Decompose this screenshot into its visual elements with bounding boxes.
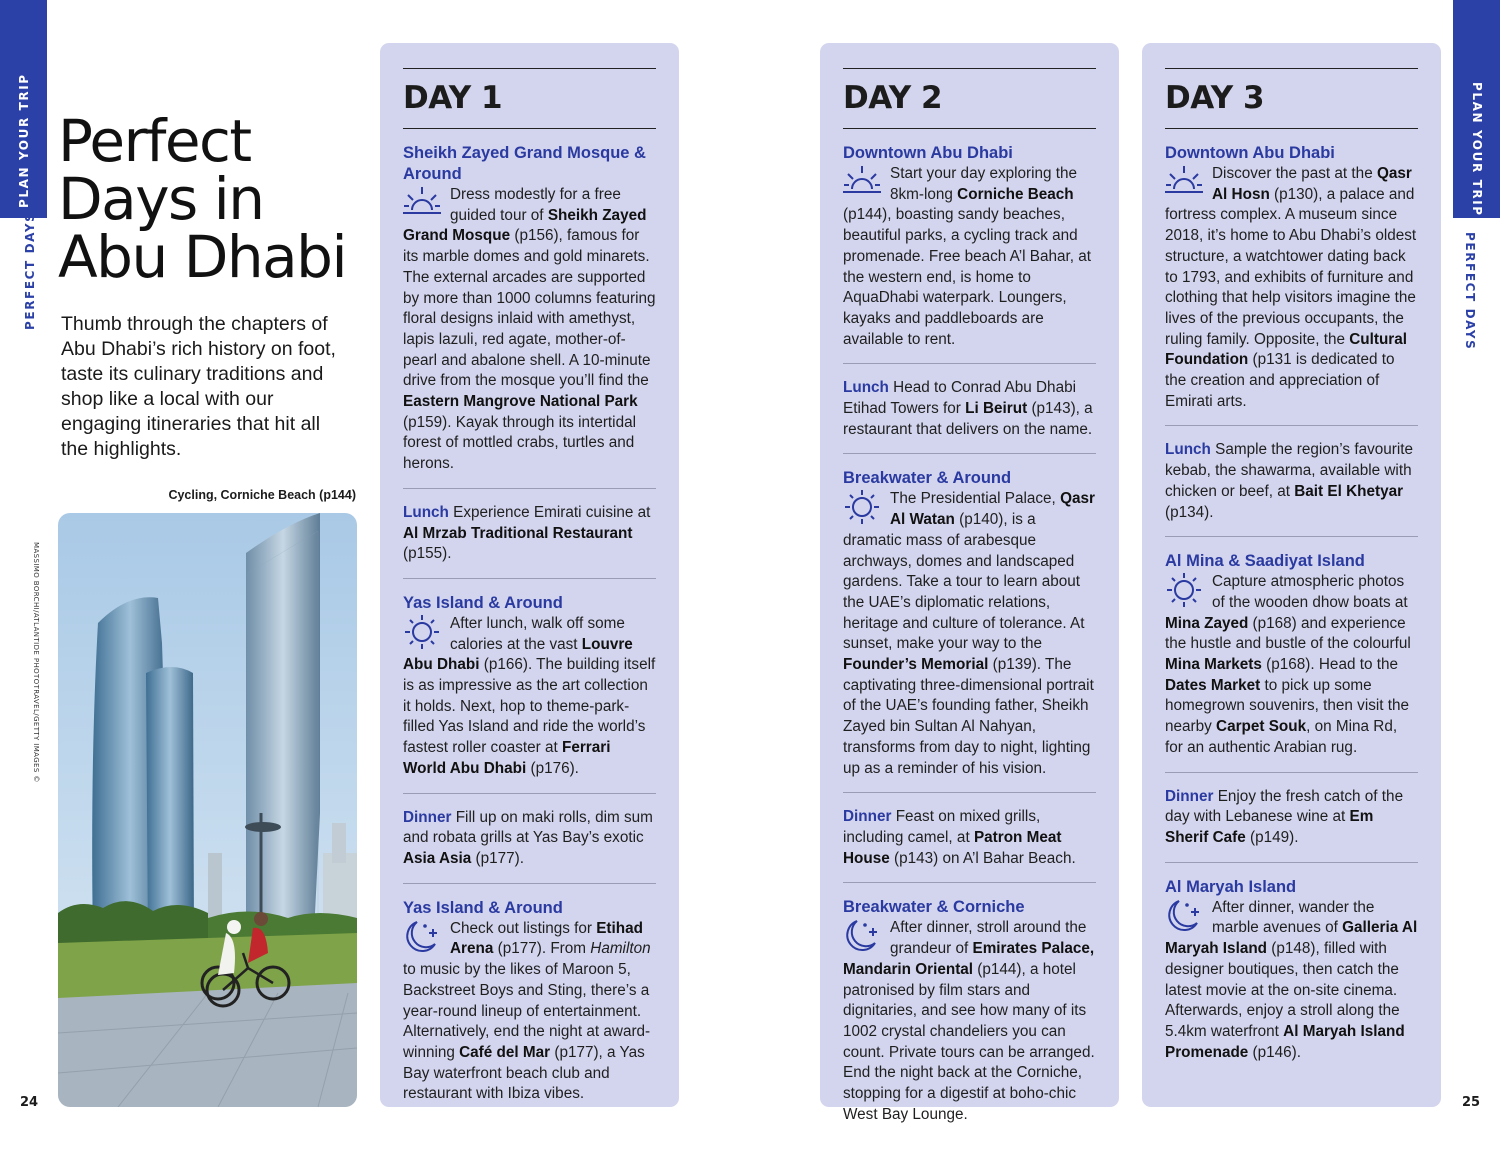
place-name: Qasr Al Watan bbox=[890, 490, 1095, 529]
day-2-evening bbox=[843, 897, 1096, 1125]
sun-icon bbox=[1165, 163, 1209, 201]
day-2-afternoon bbox=[843, 468, 1096, 779]
text: (p139). The captivating three-dimensional portrait of the UAE’s founding father, Sheikh Zayed bin Sultan Al Nahyan, transforms from day to night, lighting up as a reminder of his vision. bbox=[843, 656, 1094, 777]
text: (p148), filled with designer boutiques, then catch the latest movie at the on-site cinema. Afterwards, enjoy a stroll along the 5.4km waterfront bbox=[1165, 940, 1400, 1040]
section-heading: Downtown Abu Dhabi bbox=[843, 144, 1013, 162]
text: (p144), a hotel patronised by film stars and dignitaries, and see how many of its 1002 crystal chandeliers you can count. Private tours can be arranged. End the night back at the Corniche, stopping for a digestif at boho-chic West Bay Lounge. bbox=[843, 960, 1095, 1123]
text: (p140), is a dramatic mass of arabesque archways, domes and landscaped gardens. Take a tour to learn about the UAE’s diplomatic relations, heritage and culture of tolerance. At sunset, make your way to the bbox=[843, 511, 1085, 653]
section-heading: Yas Island & Around bbox=[403, 898, 563, 917]
divider bbox=[403, 793, 656, 794]
place-name: Café del Mar bbox=[459, 1043, 551, 1061]
text: to pick up some homegrown souvenirs, then visit the nearby bbox=[1165, 676, 1410, 736]
place-name: Etihad Arena bbox=[450, 919, 643, 958]
day-1-box bbox=[380, 43, 679, 1107]
title-line-3: Abu Dhabi bbox=[58, 223, 347, 291]
day-3-afternoon bbox=[1165, 551, 1418, 758]
day-1-morning bbox=[403, 143, 656, 475]
text: (p130), a palace and fortress complex. A museum since 2018, it’s home to Abu Dhabi’s oldest structure, a watchtower dating back to 1793, and exhibits of furniture and clothing that help visitors imagine the lives of the previous occupants, the ruling family. Opposite, the bbox=[1165, 185, 1417, 348]
day-3-content bbox=[1165, 143, 1418, 1063]
moon-icon bbox=[843, 917, 887, 955]
place-name: Bait El Khetyar bbox=[1294, 482, 1404, 500]
day-2-morning bbox=[843, 143, 1096, 350]
place-name: Li Beirut bbox=[965, 400, 1028, 418]
divider bbox=[843, 882, 1096, 883]
page-number-right: 25 bbox=[1462, 1095, 1481, 1110]
text: (p177). From bbox=[493, 940, 591, 958]
text: (p131 is dedicated to the creation and appreciation of Emirati arts. bbox=[1165, 351, 1395, 410]
day-3-box bbox=[1142, 43, 1441, 1107]
text: The Presidential Palace, bbox=[890, 490, 1061, 508]
text: Fill up on maki rolls, dim sum and robata grills at Yas Bay’s exotic bbox=[403, 808, 653, 847]
dinner-label: Dinner bbox=[403, 808, 452, 826]
sun-icon bbox=[1165, 571, 1209, 609]
section-heading: Breakwater & Corniche bbox=[843, 898, 1025, 917]
text: Head to Conrad Abu Dhabi Etihad Towers for bbox=[843, 379, 1076, 418]
right-section-label: PERFECT DAYS bbox=[1463, 232, 1477, 351]
sun-icon bbox=[403, 613, 447, 651]
sun-icon bbox=[843, 488, 887, 526]
place-name: Cultural Foundation bbox=[1165, 330, 1408, 369]
text: , on Mina Rd, for an authentic Arabian rug. bbox=[1165, 718, 1398, 756]
text: Dress modestly for a free guided tour of bbox=[450, 186, 621, 224]
divider bbox=[403, 488, 656, 489]
dinner-label: Dinner bbox=[843, 808, 892, 826]
place-name: Qasr Al Hosn bbox=[1212, 165, 1412, 203]
place-name: Dates Market bbox=[1165, 676, 1261, 694]
lunch-label: Lunch bbox=[843, 379, 889, 397]
place-name: Asia Asia bbox=[403, 849, 472, 867]
text: Sample the region’s favourite kebab, the shawarma, available with chicken or beef, at bbox=[1165, 441, 1413, 500]
text: After dinner, stroll around the grandeur of bbox=[890, 919, 1087, 958]
text: Check out listings for bbox=[450, 919, 597, 937]
place-name: Patron Meat House bbox=[843, 828, 1062, 867]
day-1-afternoon bbox=[403, 593, 656, 780]
title-line-2: Days in bbox=[58, 165, 264, 233]
page-title bbox=[58, 107, 347, 291]
day-3-dinner bbox=[1165, 787, 1418, 849]
day-1-content bbox=[403, 143, 656, 1105]
moon-icon bbox=[1165, 897, 1209, 935]
dinner-label: Dinner bbox=[1165, 787, 1214, 805]
text: (p149). bbox=[1245, 828, 1299, 846]
text: (p166). The building itself is as impressive as the art collection it holds. Next, hop to theme-park-filled Yas Island and ride the world’s fastest roller coaster at bbox=[403, 656, 656, 757]
text: (p143) on A’l Bahar Beach. bbox=[889, 849, 1076, 867]
place-name: Carpet Souk bbox=[1216, 718, 1307, 736]
day-1-lunch bbox=[403, 503, 656, 565]
text: (p134). bbox=[1165, 503, 1214, 521]
day-1-evening bbox=[403, 898, 656, 1105]
text: (p156), famous for its marble domes and gold minarets. The external arcades are supported by more than 1000 columns featuring floral designs inlaid with amethyst, lapis lazuli, red agate, mother-of-pearl and abalone shell. A 10-minute drive from the mosque you’ll find the bbox=[403, 227, 656, 390]
moon-icon bbox=[403, 918, 447, 956]
left-section-label: PERFECT DAYS bbox=[23, 211, 37, 330]
place-name: Mina Markets bbox=[1165, 656, 1262, 674]
text: (p177). bbox=[471, 849, 525, 867]
intro-text: Thumb through the chapters of Abu Dhabi’s rich history on foot, taste its culinary traditions and shop like a local with our engaging itineraries that hit all the highlights. bbox=[61, 313, 336, 460]
place-name: Sheikh Zayed Grand Mosque bbox=[403, 206, 647, 245]
section-heading: Al Mina & Saadiyat Island bbox=[1165, 552, 1365, 571]
text: (p144), boasting sandy beaches, beautiful parks, a cycling track and promenade. Free beach A’l Bahar, at the western end, is home to AquaDhabi waterpark. Loungers, kayaks and paddleboards are available to rent. bbox=[843, 206, 1092, 348]
place-name: Eastern Mangrove National Park bbox=[403, 393, 638, 411]
place-name: Galleria Al Maryah Island bbox=[1165, 919, 1418, 958]
text: (p159). Kayak through its intertidal forest of mottled crabs, turtles and herons. bbox=[403, 413, 636, 473]
section-heading: Al Maryah Island bbox=[1165, 877, 1297, 896]
text: After lunch, walk off some calories at the vast bbox=[450, 614, 625, 653]
text: (p168). Head to the bbox=[1261, 656, 1398, 674]
divider bbox=[1165, 425, 1418, 426]
photo-caption: Cycling, Corniche Beach (p144) bbox=[168, 488, 356, 502]
section-heading: Sheikh Zayed Grand Mosque & Around bbox=[403, 144, 646, 183]
day-3-evening bbox=[1165, 877, 1418, 1064]
page-number-left: 24 bbox=[20, 1095, 39, 1110]
place-name: Founder’s Memorial bbox=[843, 656, 989, 674]
place-name: Em Sherif Cafe bbox=[1165, 808, 1374, 846]
day-3-heading: DAY 3 bbox=[1165, 68, 1418, 129]
photo-illustration bbox=[58, 513, 357, 1107]
place-name: Emirates Palace, Mandarin Oriental bbox=[843, 940, 1095, 978]
photo-credit: MASSIMO BORCHI/ATLANTIDE PHOTOTRAVEL/GETTY IMAGES © bbox=[32, 542, 40, 783]
right-plan-label: PLAN YOUR TRIP bbox=[1470, 82, 1484, 217]
day-2-lunch bbox=[843, 378, 1096, 440]
section-heading: Breakwater & Around bbox=[843, 469, 1012, 488]
lunch-label: Lunch bbox=[1165, 441, 1211, 459]
divider bbox=[403, 578, 656, 579]
section-heading: Yas Island & Around bbox=[403, 593, 563, 612]
day-2-dinner bbox=[843, 807, 1096, 869]
place-name: Ferrari World Abu Dhabi bbox=[403, 739, 611, 777]
day-2-box bbox=[820, 43, 1119, 1123]
text: Enjoy the fresh catch of the day with Lebanese wine at bbox=[1165, 787, 1404, 826]
lunch-label: Lunch bbox=[403, 503, 449, 521]
day-1-dinner bbox=[403, 808, 656, 870]
show-title: Hamilton bbox=[590, 940, 651, 958]
text: (p177), a Yas Bay waterfront beach club and restaurant with Ibiza vibes. bbox=[403, 1043, 645, 1103]
text: Start your day exploring the 8km-long bbox=[890, 165, 1078, 203]
divider bbox=[843, 792, 1096, 793]
text: (p143), a restaurant that delivers on the name. bbox=[843, 400, 1093, 438]
title-line-1: Perfect bbox=[58, 107, 251, 175]
text: Capture atmospheric photos of the wooden dhow boats at bbox=[1212, 573, 1408, 611]
day-3-lunch bbox=[1165, 440, 1418, 523]
place-name: Mina Zayed bbox=[1165, 614, 1249, 632]
divider bbox=[1165, 862, 1418, 863]
divider bbox=[1165, 772, 1418, 773]
text: Discover the past at the bbox=[1212, 165, 1377, 182]
day-2-heading: DAY 2 bbox=[843, 68, 1096, 129]
text: (p176). bbox=[526, 759, 579, 777]
text: (p146). bbox=[1248, 1043, 1302, 1061]
divider bbox=[403, 883, 656, 884]
place-name: Louvre Abu Dhabi bbox=[403, 635, 633, 674]
sun-icon bbox=[843, 163, 887, 201]
day-3-morning bbox=[1165, 143, 1418, 412]
text: Experience Emirati cuisine at bbox=[448, 503, 651, 521]
left-plan-label: PLAN YOUR TRIP bbox=[17, 73, 31, 208]
text: After dinner, wander the marble avenues of bbox=[1212, 898, 1375, 937]
text: (p155). bbox=[403, 545, 452, 563]
place-name: Corniche Beach bbox=[957, 185, 1074, 203]
place-name: Al Mrzab Traditional Restaurant bbox=[403, 524, 633, 542]
corniche-photo bbox=[58, 513, 357, 1107]
divider bbox=[843, 363, 1096, 364]
text: (p168) and experience the hustle and bustle of the colourful bbox=[1165, 614, 1411, 653]
text: Feast on mixed grills, including camel, at bbox=[843, 808, 1041, 846]
divider bbox=[1165, 536, 1418, 537]
text: to music by the likes of Maroon 5, Backstreet Boys and Sting, there’s a year-round lineup of entertainment. Alternatively, end the night at award-winning bbox=[403, 961, 651, 1061]
divider bbox=[843, 453, 1096, 454]
day-1-heading: DAY 1 bbox=[403, 68, 656, 129]
sun-icon bbox=[403, 184, 447, 222]
day-2-content bbox=[843, 143, 1096, 1125]
place-name: Al Maryah Island Promenade bbox=[1165, 1022, 1405, 1061]
section-heading: Downtown Abu Dhabi bbox=[1165, 144, 1335, 162]
